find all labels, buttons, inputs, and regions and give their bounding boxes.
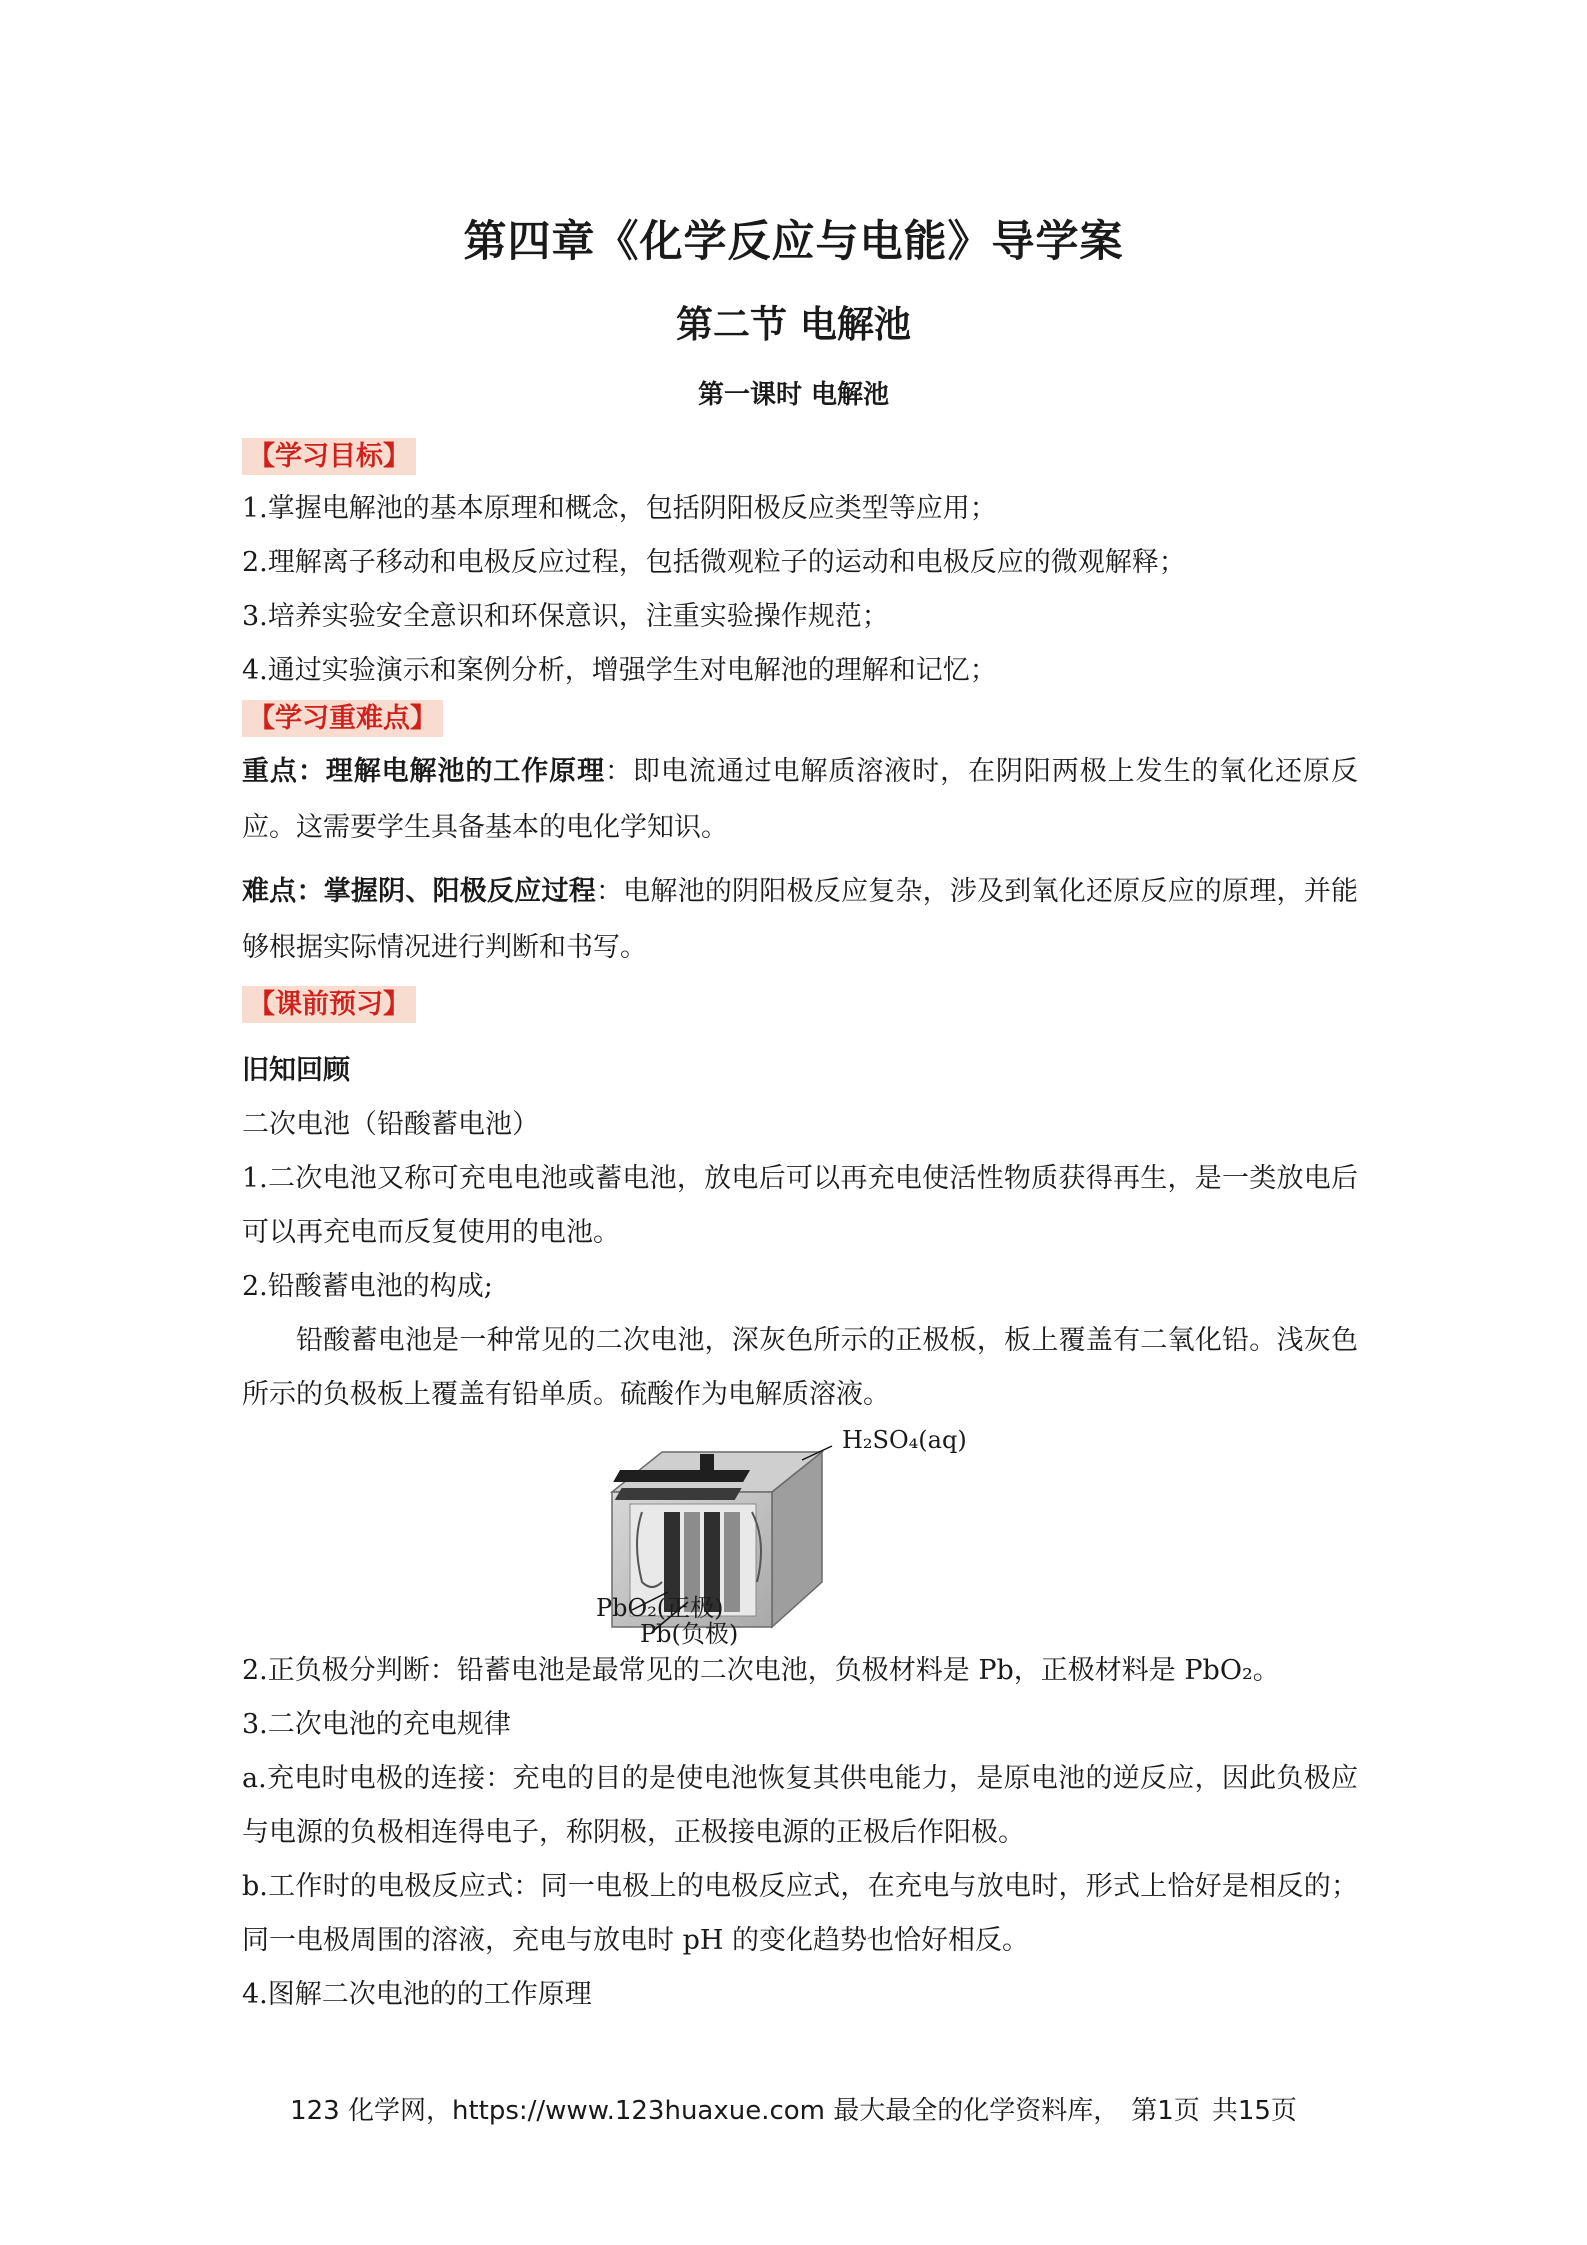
key-point-label: 重点：理解电解池的工作原理: [242, 756, 605, 787]
paragraph: 2.正负极分判断：铅蓄电池是最常见的二次电池，负极材料是 Pb，正极材料是 PbO₂。: [242, 1655, 1280, 1686]
paragraph: 4.图解二次电池的的工作原理: [242, 1979, 592, 2010]
battery-heading: 二次电池（铅酸蓄电池）: [242, 1109, 539, 1140]
review-heading: 旧知回顾: [242, 1055, 350, 1086]
difficult-point-text: ：电解池的阴阳极反应复杂，涉及到氧化还原反应的原理，并能够根据实际情况进行判断和书写。: [242, 876, 1359, 963]
objectives-tag: 【学习目标】: [242, 438, 416, 475]
paragraph: a.充电时电极的连接：充电的目的是使电池恢复其供电能力，是原电池的逆反应，因此负极应与电源的负极相连得电子，称阴极，正极接电源的正极后作阳极。: [242, 1763, 1358, 1848]
objective-item: 2.理解离子移动和电极反应过程，包括微观粒子的运动和电极反应的微观解释；: [242, 547, 1186, 578]
preview-tag-row: [242, 986, 1358, 1030]
main-content: [242, 436, 1358, 2022]
negative-electrode-label: Pb(负极): [640, 1620, 739, 1648]
objective-item: 3.培养实验安全意识和环保意识，注重实验操作规范；: [242, 601, 889, 632]
footer-site-text: 123 化学网，https://www.123huaxue.com 最大最全的化学资料库，: [290, 2096, 1120, 2126]
lead-acid-battery-figure: [242, 1426, 1358, 1648]
paragraph: 3.二次电池的充电规律: [242, 1709, 511, 1740]
objectives-tag-row: [242, 438, 1358, 482]
lesson-title: 第一课时 电解池: [697, 380, 890, 410]
footer-page-number: 第1页: [1131, 2096, 1200, 2126]
key-points-tag-row: [242, 700, 1358, 744]
objective-item: 4.通过实验演示和案例分析，增强学生对电解池的理解和记忆；: [242, 655, 997, 686]
negative-bus-bar: [615, 1488, 742, 1500]
electrolyte-label: H₂SO₄(aq): [842, 1426, 967, 1454]
positive-electrode-label: PbO₂(正极): [596, 1594, 724, 1622]
paragraph: 2.铅酸蓄电池的构成;: [242, 1271, 493, 1302]
footer-total-pages: 共15页: [1211, 2096, 1297, 2126]
difficult-point-paragraph: [242, 864, 1358, 976]
section-title: 第二节 电解池: [676, 302, 911, 346]
positive-bus-bar: [613, 1470, 750, 1482]
preview-tag: 【课前预习】: [242, 986, 416, 1023]
chapter-title: 第四章《化学反应与电能》导学案: [463, 217, 1124, 267]
terminal-post: [700, 1454, 714, 1478]
difficult-point-label: 难点：掌握阴、阳极反应过程: [242, 876, 596, 907]
objective-item: 1.掌握电解池的基本原理和概念，包括阴阳极反应类型等应用；: [242, 493, 997, 524]
paragraph: 铅酸蓄电池是一种常见的二次电池，深灰色所示的正极板，板上覆盖有二氧化铅。浅灰色所示的负极板上覆盖有铅单质。硫酸作为电解质溶液。: [242, 1325, 1358, 1410]
key-points-tag: 【学习重难点】: [242, 700, 443, 737]
negative-plate: [724, 1512, 740, 1612]
key-point-paragraph: [242, 744, 1358, 856]
paragraph: 1.二次电池又称可充电电池或蓄电池，放电后可以再充电使活性物质获得再生，是一类放电后可以再充电而反复使用的电池。: [242, 1163, 1358, 1248]
page-footer: [0, 2090, 1587, 2127]
paragraph: b.工作时的电极反应式：同一电极上的电极反应式，在充电与放电时，形式上恰好是相反的；同一电极周围的溶液，充电与放电时 pH 的变化趋势也恰好相反。: [242, 1871, 1358, 1956]
key-point-text: ：即电流通过电解质溶液时，在阴阳两极上发生的氧化还原反应。这需要学生具备基本的电化学知识。: [242, 756, 1358, 843]
